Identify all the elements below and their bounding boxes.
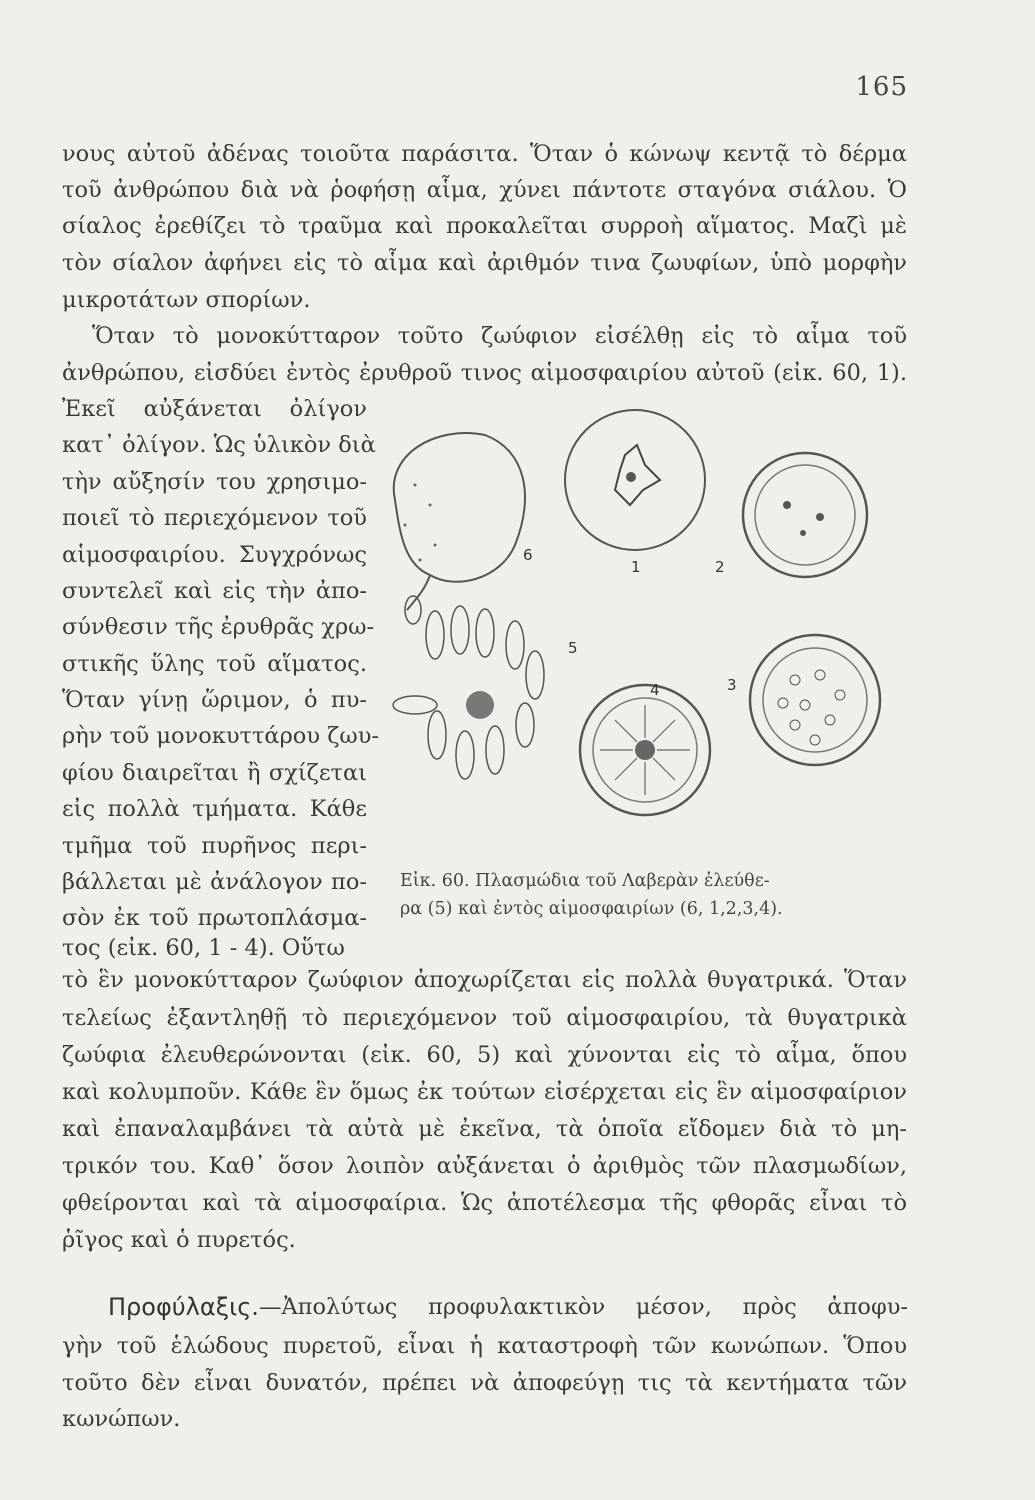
text-line: —Ἀπολύτως προφυλακτικὸν μέσον, πρὸς ἀποφυ- [258, 1294, 908, 1320]
text-line: ρὴν τοῦ μονοκυττάρου ζωυ- [62, 723, 380, 749]
text-line: ῥῖγος καὶ ὁ πυρετός. [62, 1227, 296, 1253]
fig-label-1: 1 [631, 558, 641, 576]
text-line: τελείως ἐξαντληθῇ τὸ περιεχόμενον τοῦ αἱμοσφαιρίου, τὰ θυγατρικὰ [62, 1005, 907, 1031]
text-line: νους αὐτοῦ ἀδένας τοιοῦτα παράσιτα. Ὅταν ὁ κώνωψ κεντᾷ τὸ δέρμα [62, 141, 907, 167]
figure-caption-line: Εἰκ. 60. Πλασμώδια τοῦ Λαβερὰν ἐλεύθε- [400, 871, 770, 891]
text-line: Ὅταν γίνῃ ὥριμον, ὁ πυ- [62, 687, 367, 713]
cell-4 [580, 685, 710, 815]
text-line: μικροτάτων σπορίων. [62, 287, 311, 313]
fig-label-3: 3 [727, 676, 737, 694]
text-line: σὸν ἐκ τοῦ πρωτοπλάσμα- [62, 905, 367, 931]
fig-label-4: 4 [650, 681, 660, 699]
text-line: κωνώπων. [62, 1406, 181, 1432]
text-line: αἱμοσφαιρίου. Συγχρόνως [62, 542, 367, 568]
text-line: σύνθεσιν τῆς ἐρυθρᾶς χρω- [62, 614, 375, 640]
text-line: γὴν τοῦ ἑλώδους πυρετοῦ, εἶναι ἡ καταστροφὴ τῶν κωνώπων. Ὅπου [62, 1333, 907, 1359]
text-line: τος (εἰκ. 60, 1 - 4). Οὕτω [62, 935, 345, 961]
text-line: σίαλος ἐρεθίζει τὸ τραῦμα καὶ προκαλεῖται συρροὴ αἵματος. Μαζὶ μὲ [62, 213, 907, 239]
text-line: τοῦτο δὲν εἶναι δυνατόν, πρέπει νὰ ἀποφεύγῃ τις τὰ κεντήματα τῶν [62, 1370, 907, 1396]
text-line: τμῆμα τοῦ πυρῆνος περι- [62, 833, 367, 859]
text-line: ζωύφια ἐλευθερώνονται (εἰκ. 60, 5) καὶ χύνονται εἰς τὸ αἷμα, ὅπου [62, 1042, 907, 1068]
prophylaxis-first-line [108, 1293, 908, 1321]
figure-plasmodia [375, 405, 905, 845]
text-line: στικῆς ὕλης τοῦ αἵματος. [62, 651, 367, 677]
text-line: τὸ ἓν μονοκύτταρον ζωύφιον ἀποχωρίζεται εἰς πολλὰ θυγατρικά. Ὅταν [62, 967, 907, 993]
cell-6 [394, 433, 525, 624]
text-line: τοῦ ἀνθρώπου διὰ νὰ ῥοφήσῃ αἷμα, χύνει πάντοτε σταγόνα σιάλου. Ὁ [62, 177, 907, 203]
section-heading: Προφύλαξις. [108, 1293, 259, 1321]
fig-label-5: 5 [568, 639, 578, 657]
text-line: τὴν αὔξησίν του χρησιμο- [62, 469, 367, 495]
text-line: καὶ ἐπαναλαμβάνει τὰ αὐτὰ μὲ ἐκεῖνα, τὰ ὁποῖα εἴδομεν διὰ τὸ μη- [62, 1116, 907, 1142]
text-line: καὶ κολυμποῦν. Κάθε ἓν ὅμως ἐκ τούτων εἰσέρχεται εἰς ἓν αἱμοσφαίριον [62, 1079, 907, 1105]
group-5-merozoites [393, 606, 544, 779]
figure-caption-line: ρα (5) καὶ ἐντὸς αἱμοσφαιρίων (6, 1,2,3,4). [400, 899, 783, 919]
fig-label-6: 6 [523, 546, 533, 564]
text-line: συντελεῖ καὶ εἰς τὴν ἀπο- [62, 578, 367, 604]
text-line: εἰς πολλὰ τμήματα. Κάθε [62, 796, 367, 822]
text-line: τὸν σίαλον ἀφήνει εἰς τὸ αἷμα καὶ ἀριθμόν τινα ζωυφίων, ὑπὸ μορφὴν [62, 250, 907, 276]
text-line: Ὅταν τὸ μονοκύτταρον τοῦτο ζωύφιον εἰσέλθῃ εἰς τὸ αἷμα τοῦ [92, 323, 907, 349]
cell-2 [743, 453, 867, 577]
text-line: ποιεῖ τὸ περιεχόμενον τοῦ [62, 505, 367, 531]
text-line: φθείρονται καὶ τὰ αἱμοσφαίρια. Ὡς ἀποτέλεσμα τῆς φθορᾶς εἶναι τὸ [62, 1190, 907, 1216]
text-line: φίου διαιρεῖται ἢ σχίζεται [62, 760, 367, 786]
page-number: 165 [855, 72, 908, 102]
text-line: ἀνθρώπου, εἰσδύει ἐντὸς ἐρυθροῦ τινος αἱμοσφαιρίου αὐτοῦ (εἰκ. 60, 1). [62, 360, 907, 386]
fig-label-2: 2 [715, 558, 725, 576]
cell-3 [750, 635, 880, 765]
cell-1 [565, 410, 705, 550]
text-line: βάλλεται μὲ ἀνάλογον πο- [62, 869, 367, 895]
text-line: Ἐκεῖ αὐξάνεται ὀλίγον [62, 396, 367, 422]
text-line: κατ᾽ ὀλίγον. Ὡς ὑλικὸν διὰ [62, 432, 376, 458]
text-line: τρικόν του. Καθ᾽ ὅσον λοιπὸν αὐξάνεται ὁ ἀριθμὸς τῶν πλασμωδίων, [62, 1153, 907, 1179]
